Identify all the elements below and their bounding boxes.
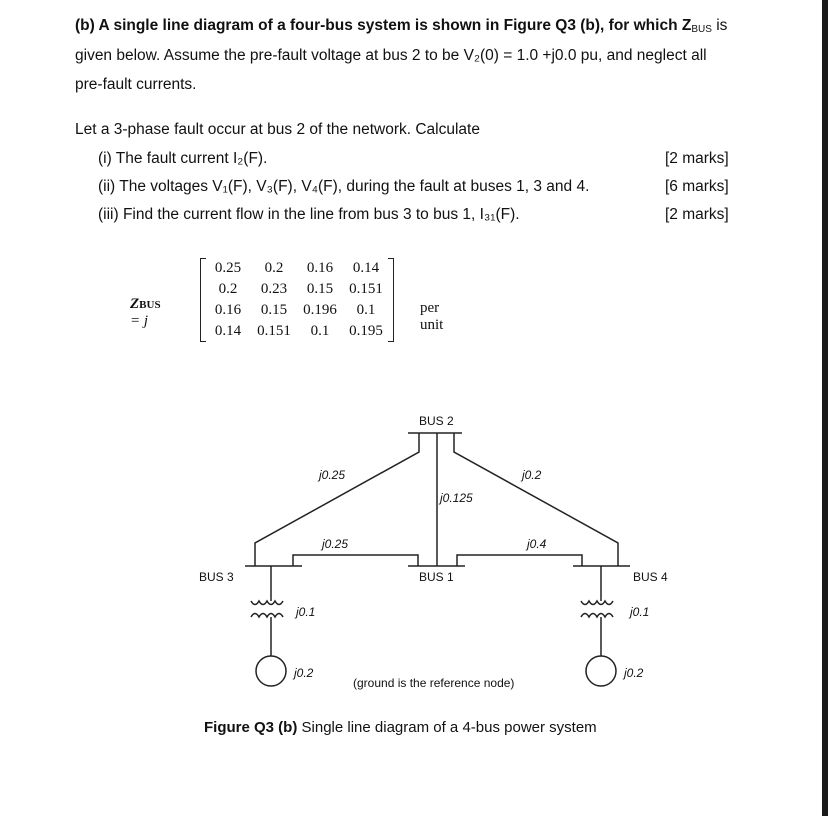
- xt4-label: j0.1: [630, 605, 650, 619]
- matrix-row: 0.16 0.15 0.196 0.1: [214, 302, 376, 318]
- generator-bus3: [256, 656, 286, 686]
- line-1-4: [457, 555, 582, 566]
- bus4-label: BUS 4: [633, 570, 668, 584]
- figure-caption: Figure Q3 (b) Single line diagram of a 4-bus power system: [204, 719, 597, 736]
- xt3-label: j0.1: [296, 605, 316, 619]
- part-i: (i) The fault current I₂(F).: [98, 150, 268, 167]
- line-3-1: [293, 555, 418, 566]
- part-ii: (ii) The voltages V₁(F), V₃(F), V₄(F), during the fault at buses 1, 3 and 4.: [98, 178, 590, 195]
- xg3-label: j0.2: [294, 666, 314, 680]
- question-text-end: is: [711, 17, 728, 34]
- question-text: (b) A single line diagram of a four-bus system is shown in Figure Q3 (b), for which Z: [75, 17, 692, 34]
- xg4-label: j0.2: [624, 666, 644, 680]
- marks-iii: [2 marks]: [665, 206, 729, 223]
- zbus-label: ZBUS = j: [130, 296, 161, 329]
- bus2-label: BUS 2: [419, 414, 454, 428]
- z31-label: j0.25: [322, 537, 349, 551]
- transformer-bus4: [581, 566, 616, 686]
- question-line-2: given below. Assume the pre-fault voltage at bus 2 to be V₂(0) = 1.0 +j0.0 pu, and neglect all: [75, 47, 707, 64]
- question-intro: Let a 3-phase fault occur at bus 2 of the network. Calculate: [75, 121, 480, 138]
- z23-label: j0.25: [319, 468, 346, 482]
- transformer-bus3: [251, 566, 286, 686]
- z14-label: j0.4: [527, 537, 547, 551]
- z24-label: j0.2: [522, 468, 542, 482]
- matrix-row: 0.25 0.2 0.16 0.14: [214, 260, 380, 276]
- zbus-subscript: BUS: [691, 24, 712, 35]
- generator-bus4: [586, 656, 616, 686]
- per-unit-label: per unit: [420, 300, 444, 333]
- ground-note: (ground is the reference node): [353, 676, 515, 690]
- part-iii: (iii) Find the current flow in the line from bus 3 to bus 1, I₃₁(F).: [98, 206, 520, 223]
- z21-label: j0.125: [440, 491, 473, 505]
- marks-ii: [6 marks]: [665, 178, 729, 195]
- bus3-label: BUS 3: [199, 570, 234, 584]
- question-line-3: pre-fault currents.: [75, 76, 197, 93]
- marks-i: [2 marks]: [665, 150, 729, 167]
- matrix-row: 0.2 0.23 0.15 0.151: [218, 281, 383, 297]
- bus1-label: BUS 1: [419, 570, 454, 584]
- matrix-row: 0.14 0.151 0.1 0.195: [214, 323, 383, 339]
